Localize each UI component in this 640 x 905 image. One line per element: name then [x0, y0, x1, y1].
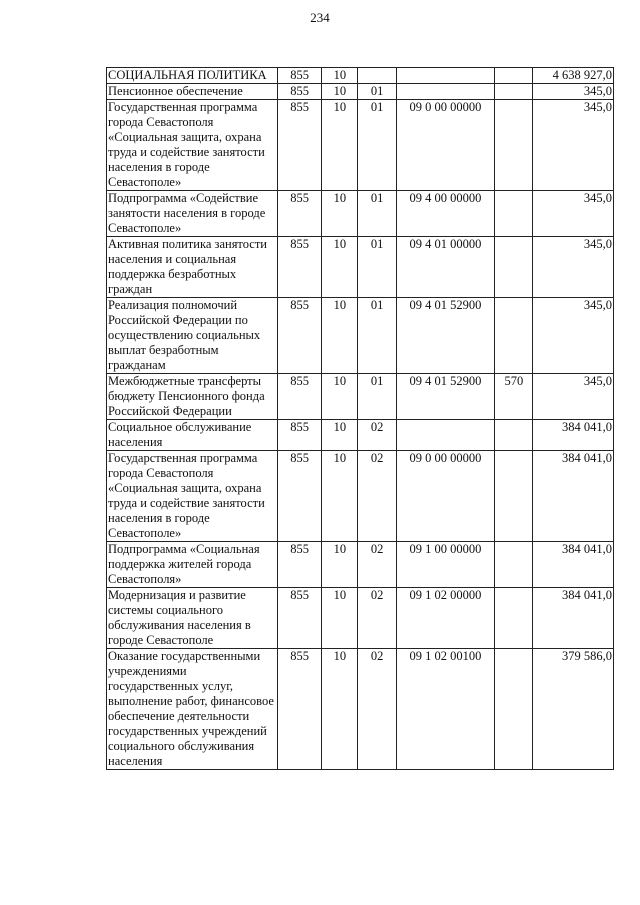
row-amount: 384 041,0 — [533, 588, 614, 649]
row-name: Подпрограмма «Содействие занятости населения в городе Севастополе» — [107, 191, 278, 237]
row-amount: 384 041,0 — [533, 542, 614, 588]
row-expense-type — [495, 84, 533, 100]
row-expense-type — [495, 191, 533, 237]
row-expense-type — [495, 542, 533, 588]
row-subsection-code: 01 — [358, 84, 396, 100]
table-row — [107, 84, 614, 100]
row-section-code: 10 — [322, 374, 358, 420]
row-target-code: 09 4 01 52900 — [396, 298, 495, 374]
row-subsection-code: 02 — [358, 420, 396, 451]
row-name: Реализация полномочий Российской Федерации по осуществлению социальных выплат безработным гражданам — [107, 298, 278, 374]
row-section-code: 10 — [322, 100, 358, 191]
table-row — [107, 542, 614, 588]
row-amount: 379 586,0 — [533, 649, 614, 770]
row-name: Государственная программа города Севастополя «Социальная защита, охрана труда и содействие занятости населения в городе Севастополе» — [107, 451, 278, 542]
row-ved-code: 855 — [278, 588, 322, 649]
row-expense-type — [495, 100, 533, 191]
row-name: Государственная программа города Севастополя «Социальная защита, охрана труда и содействие занятости населения в городе Севастополе» — [107, 100, 278, 191]
row-section-code: 10 — [322, 191, 358, 237]
row-expense-type — [495, 588, 533, 649]
table-row — [107, 298, 614, 374]
row-ved-code: 855 — [278, 191, 322, 237]
table-row — [107, 191, 614, 237]
row-section-code: 10 — [322, 649, 358, 770]
row-expense-type — [495, 451, 533, 542]
row-expense-type: 570 — [495, 374, 533, 420]
row-amount: 345,0 — [533, 374, 614, 420]
row-amount: 345,0 — [533, 298, 614, 374]
row-section-code: 10 — [322, 542, 358, 588]
row-section-code: 10 — [322, 237, 358, 298]
table-row — [107, 374, 614, 420]
row-subsection-code: 01 — [358, 298, 396, 374]
row-subsection-code: 02 — [358, 649, 396, 770]
row-section-code: 10 — [322, 84, 358, 100]
row-ved-code: 855 — [278, 451, 322, 542]
table-row — [107, 237, 614, 298]
row-ved-code: 855 — [278, 100, 322, 191]
row-amount: 345,0 — [533, 237, 614, 298]
row-section-code: 10 — [322, 298, 358, 374]
row-name: Активная политика занятости населения и социальная поддержка безработных граждан — [107, 237, 278, 298]
row-target-code: 09 1 02 00100 — [396, 649, 495, 770]
row-target-code — [396, 84, 495, 100]
row-subsection-code: 01 — [358, 191, 396, 237]
row-ved-code: 855 — [278, 374, 322, 420]
table-row — [107, 100, 614, 191]
row-target-code — [396, 420, 495, 451]
row-ved-code: 855 — [278, 298, 322, 374]
row-ved-code: 855 — [278, 68, 322, 84]
row-target-code: 09 1 02 00000 — [396, 588, 495, 649]
table-row — [107, 588, 614, 649]
table-row — [107, 420, 614, 451]
row-expense-type — [495, 68, 533, 84]
row-expense-type — [495, 298, 533, 374]
row-name: Модернизация и развитие системы социального обслуживания населения в городе Севастополе — [107, 588, 278, 649]
row-name: Оказание государственными учреждениями государственных услуг, выполнение работ, финансовое обеспечение деятельности государственных учреждений социального обслуживания населения — [107, 649, 278, 770]
row-amount: 345,0 — [533, 100, 614, 191]
budget-table-body — [107, 68, 614, 770]
row-subsection-code: 02 — [358, 588, 396, 649]
table-row — [107, 649, 614, 770]
table-row — [107, 451, 614, 542]
row-amount: 345,0 — [533, 191, 614, 237]
row-target-code: 09 4 01 52900 — [396, 374, 495, 420]
row-ved-code: 855 — [278, 420, 322, 451]
row-target-code: 09 0 00 00000 — [396, 100, 495, 191]
row-target-code: 09 4 01 00000 — [396, 237, 495, 298]
row-ved-code: 855 — [278, 84, 322, 100]
row-ved-code: 855 — [278, 237, 322, 298]
row-amount: 384 041,0 — [533, 420, 614, 451]
row-subsection-code: 01 — [358, 374, 396, 420]
budget-table — [106, 67, 614, 770]
row-ved-code: 855 — [278, 542, 322, 588]
row-amount: 4 638 927,0 — [533, 68, 614, 84]
row-subsection-code: 01 — [358, 100, 396, 191]
row-amount: 345,0 — [533, 84, 614, 100]
row-subsection-code: 02 — [358, 542, 396, 588]
row-name: СОЦИАЛЬНАЯ ПОЛИТИКА — [107, 68, 278, 84]
row-target-code: 09 1 00 00000 — [396, 542, 495, 588]
row-section-code: 10 — [322, 420, 358, 451]
row-name: Межбюджетные трансферты бюджету Пенсионного фонда Российской Федерации — [107, 374, 278, 420]
row-expense-type — [495, 420, 533, 451]
row-subsection-code: 01 — [358, 237, 396, 298]
row-section-code: 10 — [322, 588, 358, 649]
row-target-code: 09 4 00 00000 — [396, 191, 495, 237]
row-name: Социальное обслуживание населения — [107, 420, 278, 451]
row-expense-type — [495, 649, 533, 770]
row-amount: 384 041,0 — [533, 451, 614, 542]
row-name: Подпрограмма «Социальная поддержка жителей города Севастополя» — [107, 542, 278, 588]
row-name: Пенсионное обеспечение — [107, 84, 278, 100]
row-expense-type — [495, 237, 533, 298]
row-section-code: 10 — [322, 68, 358, 84]
row-ved-code: 855 — [278, 649, 322, 770]
table-row — [107, 68, 614, 84]
row-subsection-code: 02 — [358, 451, 396, 542]
row-target-code — [396, 68, 495, 84]
row-section-code: 10 — [322, 451, 358, 542]
row-target-code: 09 0 00 00000 — [396, 451, 495, 542]
page-number: 234 — [310, 10, 330, 25]
row-subsection-code — [358, 68, 396, 84]
